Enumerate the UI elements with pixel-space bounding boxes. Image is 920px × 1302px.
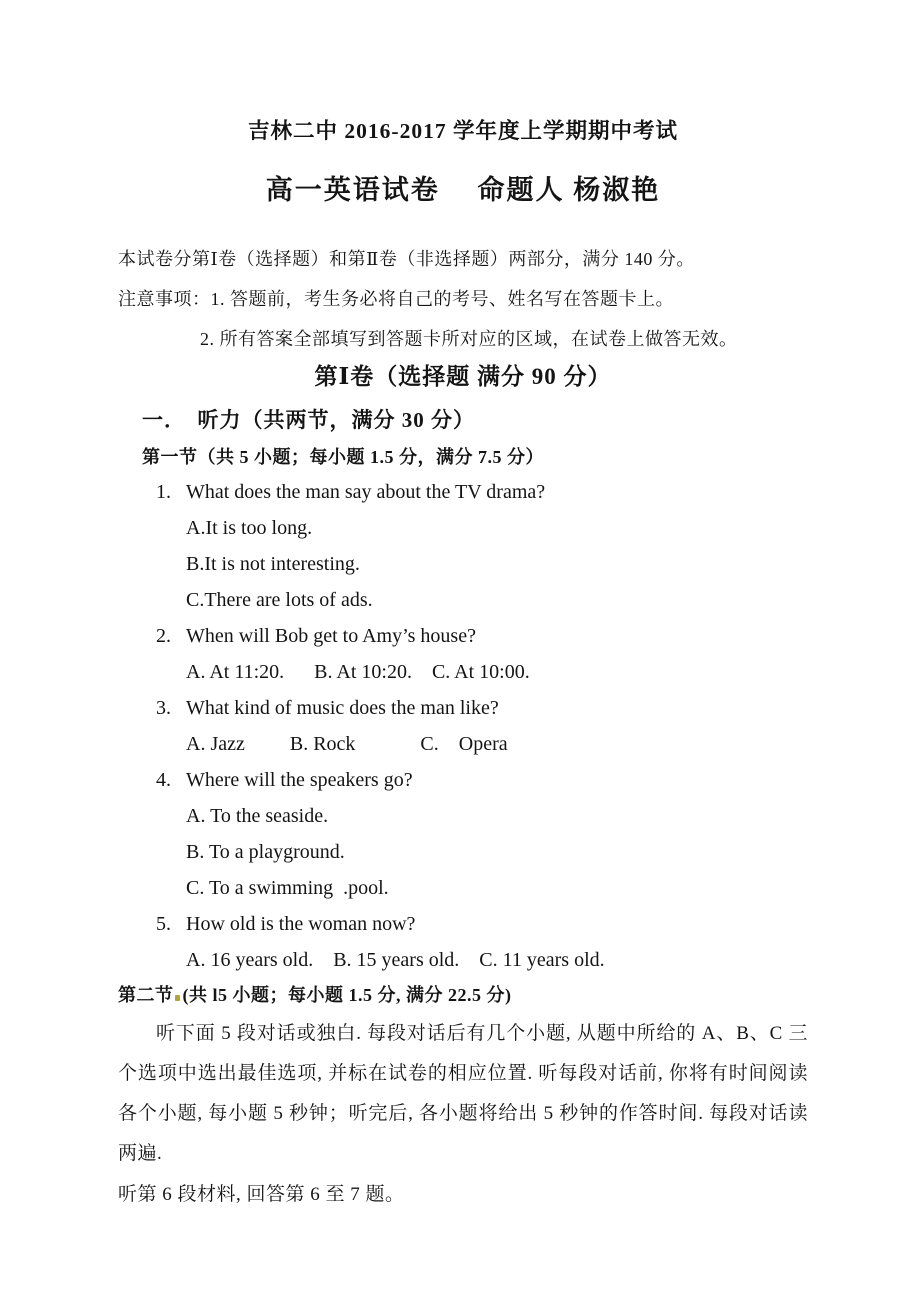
option-line: A. At 11:20. B. At 10:20. C. At 10:00. [186, 661, 530, 683]
option-line: A. 16 years old. B. 15 years old. C. 11 years old. [186, 949, 605, 971]
question-3 [118, 690, 808, 726]
question-text: Where will the speakers go? [186, 769, 413, 791]
section2-heading [118, 978, 808, 1012]
section2-heading-label: 第二节 [118, 985, 174, 1005]
notice-item-1: 注意事项：1. 答题前，考生务必将自己的考号、姓名写在答题卡上。 [118, 289, 674, 309]
question-text: What kind of music does the man like? [186, 697, 499, 719]
option-line: A.It is too long. [186, 517, 313, 539]
section1-heading: 第一节（共 5 小题；每小题 1.5 分，满分 7.5 分） [142, 447, 544, 467]
option-line: A. Jazz B. Rock C. Opera [186, 733, 508, 755]
question-list [118, 474, 808, 978]
question-number: 4. [156, 769, 171, 791]
listening-section-heading: 一． 听力（共两节，满分 30 分） [142, 408, 475, 432]
question-text: What does the man say about the TV drama? [186, 481, 546, 503]
question-number: 1. [156, 481, 171, 503]
option-line: A. To the seaside. [186, 805, 329, 827]
option-line: B. To a playground. [186, 841, 345, 863]
option-line: C. To a swimming .pool. [186, 877, 389, 899]
notice-item-2: 2. 所有答案全部填写到答题卡所对应的区域，在试卷上做答无效。 [200, 329, 738, 349]
question-text: When will Bob get to Amy’s house? [186, 625, 476, 647]
exam-title: 吉林二中 2016-2017 学年度上学期期中考试 [248, 119, 678, 143]
question-number: 3. [156, 697, 171, 719]
part1-heading: 第Ⅰ卷（选择题 满分 90 分） [314, 364, 612, 389]
material-6-intro: 听第 6 段材料, 回答第 6 至 7 题。 [118, 1184, 405, 1205]
question-2 [118, 618, 808, 654]
question-text: How old is the woman now? [186, 913, 416, 935]
question-number: 5. [156, 913, 171, 935]
question-4 [118, 762, 808, 798]
option-line: B.It is not interesting. [186, 553, 360, 575]
section2-heading-rest: (共 l5 小题；每小题 1.5 分, 满分 22.5 分) [182, 985, 512, 1005]
section2-instructions: 听下面 5 段对话或独白. 每段对话后有几个小题, 从题中所给的 A、B、C 三个选项中选出最佳选项, 并标在试卷的相应位置. 听每段对话前, 你将有时间阅读各个小题, 每小题 5 秒钟；听完后, 各小题将给出 5 秒钟的作答时间. 每段对话读两遍. [118, 1023, 808, 1164]
question-number: 2. [156, 625, 171, 647]
exam-subtitle: 高一英语试卷 命题人 杨淑艳 [265, 175, 661, 205]
scan-artifact-dot [175, 995, 180, 1001]
option-line: C.There are lots of ads. [186, 589, 373, 611]
question-5 [118, 906, 808, 942]
paper-structure-note: 本试卷分第Ⅰ卷（选择题）和第Ⅱ卷（非选择题）两部分，满分 140 分。 [118, 249, 695, 269]
question-1 [118, 474, 808, 510]
